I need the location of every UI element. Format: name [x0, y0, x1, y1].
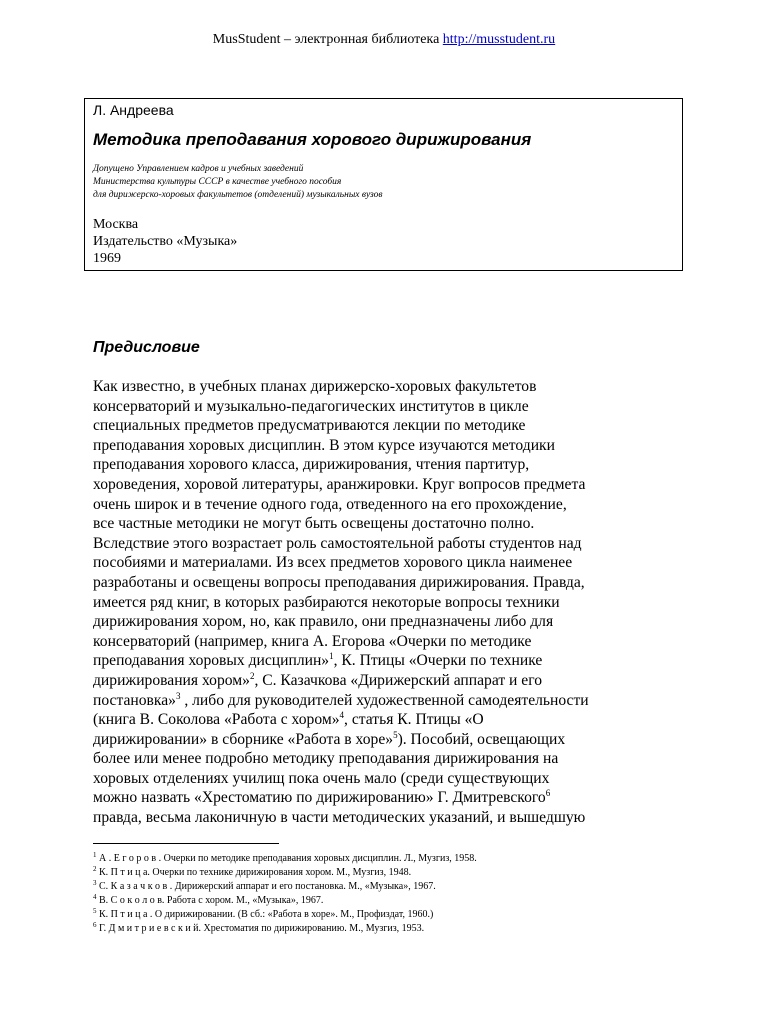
- preface-line-text: дирижировании» в сборнике «Работа в хоре»: [93, 730, 394, 748]
- preface-line: [93, 730, 653, 750]
- preface-line-text: можно назвать «Хрестоматию по дирижированию» Г. Дмитревского: [93, 789, 546, 807]
- publication-city: Москва: [93, 217, 139, 232]
- footnote-ref[interactable]: 3: [175, 690, 181, 701]
- footnotes: [93, 852, 477, 936]
- footnote-text: В. С о к о л о в. Работа с хором. М., «Музыка», 1967.: [96, 895, 324, 906]
- footnote-number: 5: [93, 907, 97, 915]
- footnote-number: 4: [93, 893, 97, 901]
- preface-line-text: разработаны и освещены вопросы преподавания дирижирования. Правда,: [93, 573, 585, 591]
- preface-line: [93, 691, 653, 711]
- footnote-text: А . Е г о р о в . Очерки по методике преподавания хоровых дисциплин. Л., Музгиз, 1958.: [96, 853, 477, 864]
- approval-line: для дирижерско-хоровых факультетов (отделений) музыкальных вузов: [93, 190, 383, 200]
- footnote-text: К. П т и ц а . О дирижировании. (В сб.: «Работа в хоре». М., Профиздат, 1960.): [96, 909, 434, 920]
- preface-line-text: Как известно, в учебных планах дирижерско-хоровых факультетов: [93, 378, 537, 395]
- footnote-number: 2: [93, 865, 97, 873]
- preface-line-text: постановка»: [93, 691, 176, 709]
- preface-line-text: дирижирования хором, но, как правило, они предназначены либо для: [93, 613, 554, 631]
- preface-line: [93, 573, 653, 593]
- footnote-ref[interactable]: 1: [329, 651, 334, 662]
- header-text: MusStudent – электронная библиотека: [212, 32, 443, 47]
- preface-line-text: консерваторий и музыкально-педагогических институтов в цикле: [93, 397, 529, 415]
- title-box: [84, 98, 683, 271]
- footnote-item: [93, 894, 477, 908]
- footnote-item: [93, 852, 477, 866]
- preface-line-text: дирижирования хором»: [93, 671, 250, 689]
- book-title: Методика преподавания хорового дирижирования: [93, 130, 532, 149]
- footnote-ref[interactable]: 4: [339, 710, 345, 721]
- preface-line-text: , статья К. Птицы «О: [344, 711, 484, 729]
- footnote-number: 3: [93, 879, 97, 887]
- footnote-text: К. П т и ц а. Очерки по технике дирижирования хором. М., Музгиз, 1948.: [96, 867, 412, 878]
- author-name: Л. Андреева: [93, 102, 174, 118]
- publisher-name: Издательство «Музыка»: [93, 234, 238, 249]
- preface-line: [93, 651, 653, 671]
- preface-line-text: , К. Птицы «Очерки по технике: [333, 652, 543, 670]
- preface-line: [93, 495, 653, 515]
- footnote-number: 1: [93, 851, 97, 859]
- preface-line-text: консерваторий (например, книга А. Егорова «Очерки по методике: [93, 632, 532, 650]
- footnote-item: [93, 922, 477, 936]
- footnote-ref[interactable]: 5: [393, 729, 398, 740]
- preface-line: [93, 455, 653, 475]
- preface-line: [93, 749, 653, 769]
- approval-note: [93, 163, 674, 202]
- preface-line-text: имеется ряд книг, в которых разбираются некоторые вопросы техники: [93, 593, 560, 611]
- preface-line-text: более или менее подробно методику преподавания дирижирования на: [93, 750, 559, 768]
- preface-line-text: правда, весьма лаконичную в части методических указаний, и вышедшую: [93, 809, 586, 827]
- preface-line: [93, 612, 653, 632]
- preface-line: [93, 593, 653, 613]
- preface-line: [93, 416, 653, 436]
- page-header: [0, 32, 768, 48]
- publication-year: 1969: [93, 251, 121, 266]
- preface-line-text: пособиями и материалами. Из всех предметов хорового цикла наименее: [93, 554, 573, 572]
- preface-line-text: ). Пособий, освещающих: [397, 730, 566, 748]
- preface-body: [93, 377, 653, 828]
- site-link[interactable]: http://musstudent.ru: [442, 32, 556, 47]
- preface-line: [93, 553, 653, 573]
- approval-line: Допущено Управлением кадров и учебных заведений: [93, 164, 304, 174]
- preface-line: [93, 514, 653, 534]
- preface-line-text: , С. Казачкова «Дирижерский аппарат и его: [254, 671, 543, 689]
- preface-line: [93, 534, 653, 554]
- preface-line-text: (книга В. Соколова «Работа с хором»: [93, 711, 340, 729]
- preface-line: [93, 436, 653, 456]
- preface-line-text: преподавания хоровых дисциплин. В этом курсе изучаются методики: [93, 436, 555, 454]
- footnote-divider: [93, 843, 279, 844]
- approval-line: Министерства культуры СССР в качестве учебного пособия: [93, 177, 342, 187]
- footnote-ref[interactable]: 2: [249, 670, 255, 681]
- preface-line: [93, 769, 653, 789]
- preface-line: [93, 397, 653, 417]
- preface-line: [93, 475, 653, 495]
- preface-line-text: преподавания хоровых дисциплин»: [93, 652, 330, 670]
- preface-line-text: специальных предметов предусматриваются лекции по методике: [93, 417, 526, 435]
- footnote-text: С. К а з а ч к о в . Дирижерский аппарат и его постановка. М., «Музыка», 1967.: [96, 881, 436, 892]
- preface-line-text: хоровых отделениях училищ пока очень мало (среди существующих: [93, 769, 550, 787]
- footnote-item: [93, 908, 477, 922]
- preface-line: [93, 808, 653, 828]
- preface-line-text: все частные методики не могут быть освещены достаточно полно.: [93, 515, 535, 533]
- preface-line-text: Вследствие этого возрастает роль самостоятельной работы студентов над: [93, 534, 582, 552]
- preface-line-text: преподавания хорового класса, дирижирования, чтения партитур,: [93, 456, 530, 474]
- preface-line: [93, 788, 653, 808]
- footnote-item: [93, 880, 477, 894]
- footnote-item: [93, 866, 477, 880]
- preface-line-text: , либо для руководителей художественной самодеятельности: [180, 691, 589, 709]
- footnote-text: Г. Д м и т р и е в с к и й. Хрестоматия по дирижированию. М., Музгиз, 1953.: [96, 923, 425, 934]
- preface-line: [93, 671, 653, 691]
- publication-info: [93, 216, 674, 267]
- preface-line: [93, 377, 653, 397]
- footnote-ref[interactable]: 6: [545, 788, 551, 799]
- preface-line: [93, 632, 653, 652]
- preface-heading: Предисловие: [93, 339, 200, 356]
- preface-line: [93, 710, 653, 730]
- footnote-number: 6: [93, 921, 97, 929]
- preface-line-text: хороведения, хоровой литературы, аранжировки. Круг вопросов предмета: [93, 475, 586, 493]
- preface-line-text: очень широк и в течение одного года, отведенного на его прохождение,: [93, 495, 567, 513]
